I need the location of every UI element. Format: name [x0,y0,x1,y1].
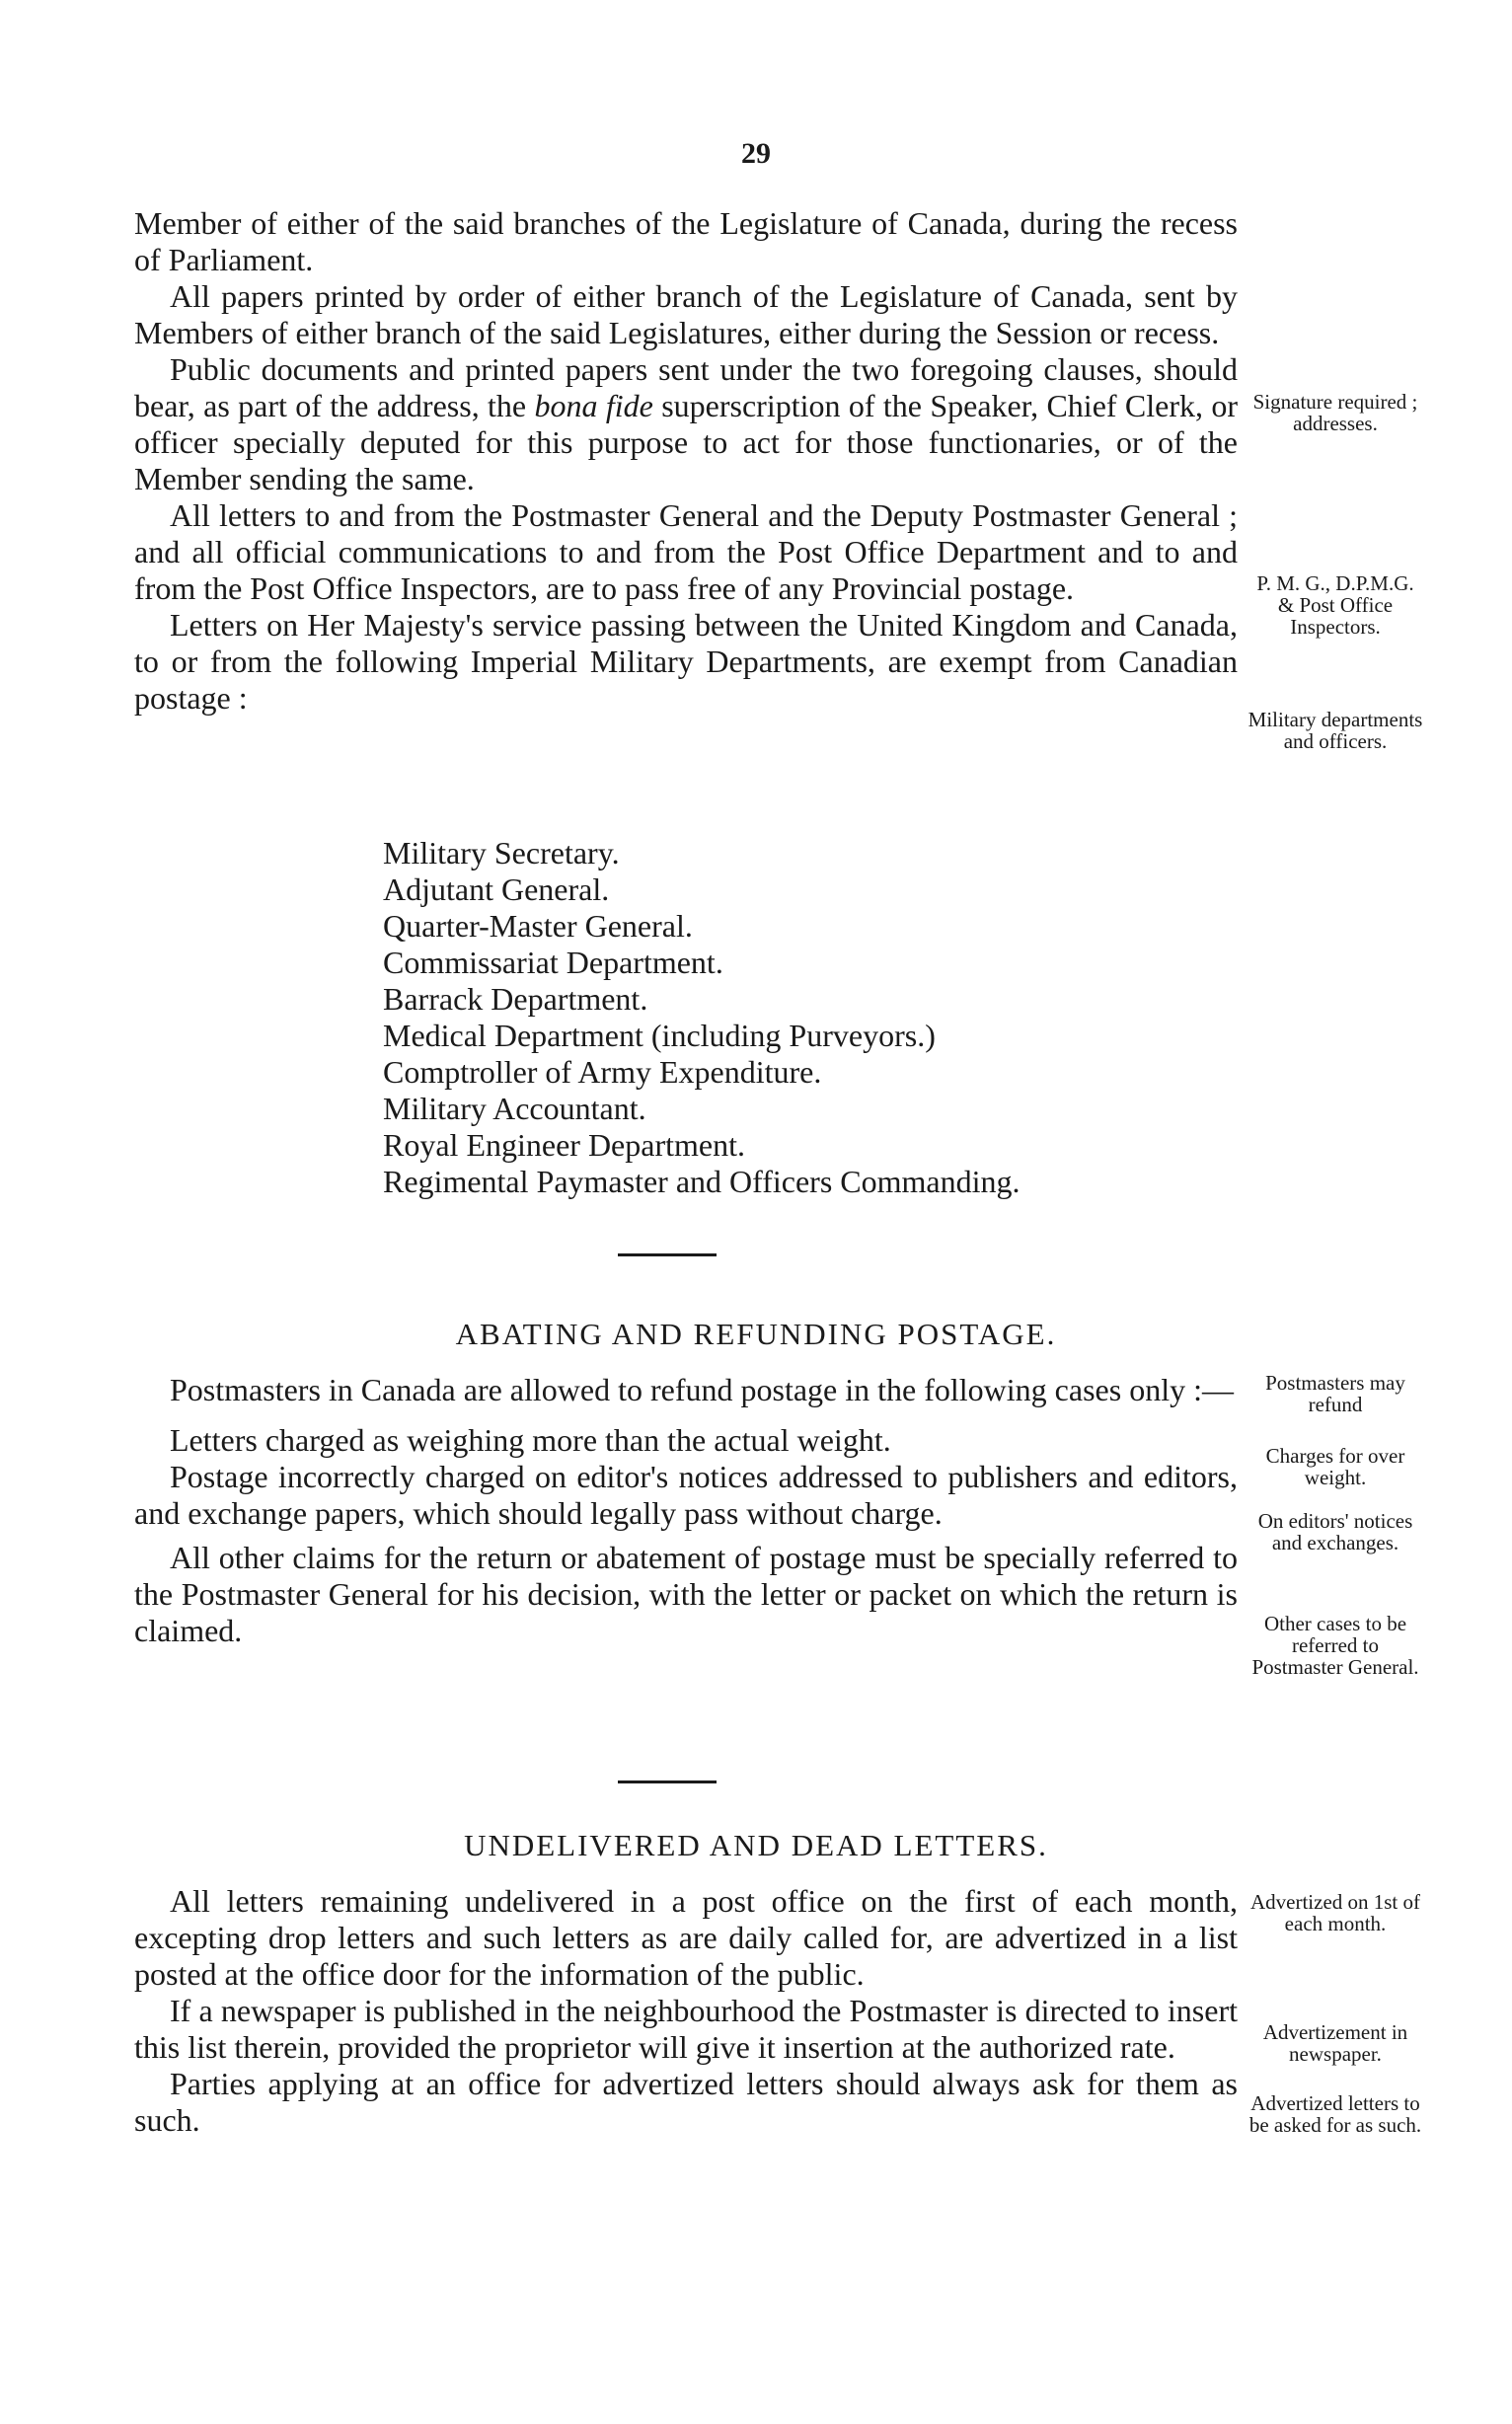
list-item: Military Secretary. [383,835,620,871]
list-item: Commissariat Department. [383,945,723,980]
paragraph-other-claims: All other claims for the return or abatement of postage must be specially referred to the Postmaster General for his decision, with the letter or packet on which the return is claimed. [134,1540,1238,1648]
margin-note-overweight: Charges for over weight. [1265,1444,1405,1489]
paragraph-postmaster-letters: All letters to and from the Postmaster General and the Deputy Postmaster General ; and all official communications to and from the Post Office Department and to and from the Post Office Inspectors, are to pass free of any Provincial postage. [134,497,1238,606]
list-item: Adjutant General. [383,871,610,907]
list-item: Regimental Paymaster and Officers Commanding. [383,1164,1021,1199]
section-abating [134,1372,1238,1649]
section-undelivered [134,1883,1238,2139]
margin-note-newspaper: Advertizement in newspaper. [1262,2020,1408,2066]
section-continuation [134,205,1238,717]
paragraph-papers-printed: All papers printed by order of either branch of the Legislature of Canada, sent by Members of either branch of the said Legislatures, either during the Session or recess. [134,278,1238,350]
paragraph-overweight: Letters charged as weighing more than the actual weight. [170,1422,891,1458]
list-item: Barrack Department. [383,981,648,1017]
margin-note-refund: Postmasters may refund [1265,1371,1405,1416]
paragraph-advertized: All letters remaining undelivered in a post office on the first of each month, excepting drop letters and such letters as are daily called for, are advertized in a list posted at the office door for the information of the public. [134,1883,1238,1992]
list-item: Quarter-Master General. [383,908,693,944]
margin-note-advertized: Advertized on 1st of each month. [1249,1890,1421,1935]
paragraph-military-letters: Letters on Her Majesty's service passing between the United Kingdom and Canada, to or from the following Imperial Military Departments, are exempt from Canadian postage : [134,607,1238,716]
paragraph-newspaper: If a newspaper is published in the neighbourhood the Postmaster is directed to insert this list therein, provided the proprietor will give it insertion at the authorized rate. [134,1993,1238,2065]
paragraph-editors: Postage incorrectly charged on editor's notices addressed to publishers and editors, and exchange papers, which should legally pass without charge. [134,1459,1238,1531]
section-title-abating: ABATING AND REFUNDING POSTAGE. [455,1317,1057,1351]
paragraph-members: Member of either of the said branches of the Legislature of Canada, during the recess of Parliament. [134,205,1238,277]
list-item: Military Accountant. [383,1091,646,1126]
margin-note-other: Other cases to be referred to Postmaster General. [1251,1612,1419,1679]
department-list [383,835,1020,1200]
list-item: Medical Department (including Purveyors.) [383,1018,936,1053]
section-divider [618,1253,717,1256]
paragraph-public-documents [134,351,1238,497]
list-item: Comptroller of Army Expenditure. [383,1054,822,1090]
margin-note-military: Military departments and officers. [1247,708,1423,753]
margin-note-asked: Advertized letters to be asked for as such. [1248,2091,1422,2137]
section-title-undelivered: UNDELIVERED AND DEAD LETTERS. [464,1828,1048,1862]
section-divider [618,1780,717,1783]
paragraph-applying: Parties applying at an office for advertized letters should always ask for them as such. [134,2066,1238,2138]
paragraph-refund-intro: Postmasters in Canada are allowed to refund postage in the following cases only :— [170,1372,1234,1407]
margin-note-pmg: P. M. G., D.P.M.G. & Post Office Inspectors. [1256,571,1414,639]
paragraph-text: Public documents and printed papers sent under the two foregoing clauses, should bear, as part of the address, the [134,351,1238,423]
margin-note-editors: On editors' notices and exchanges. [1257,1509,1413,1554]
margin-note-signature: Signature required ; addresses. [1252,390,1418,435]
italic-phrase: bona fide [534,388,653,423]
page-number: 29 [741,137,771,170]
list-item: Royal Engineer Department. [383,1127,745,1163]
paragraph-text: superscription of the Speaker, Chief Clerk, or officer specially deputed for this purpose to act for those functionaries, or of the Member sending the same. [134,388,1239,496]
